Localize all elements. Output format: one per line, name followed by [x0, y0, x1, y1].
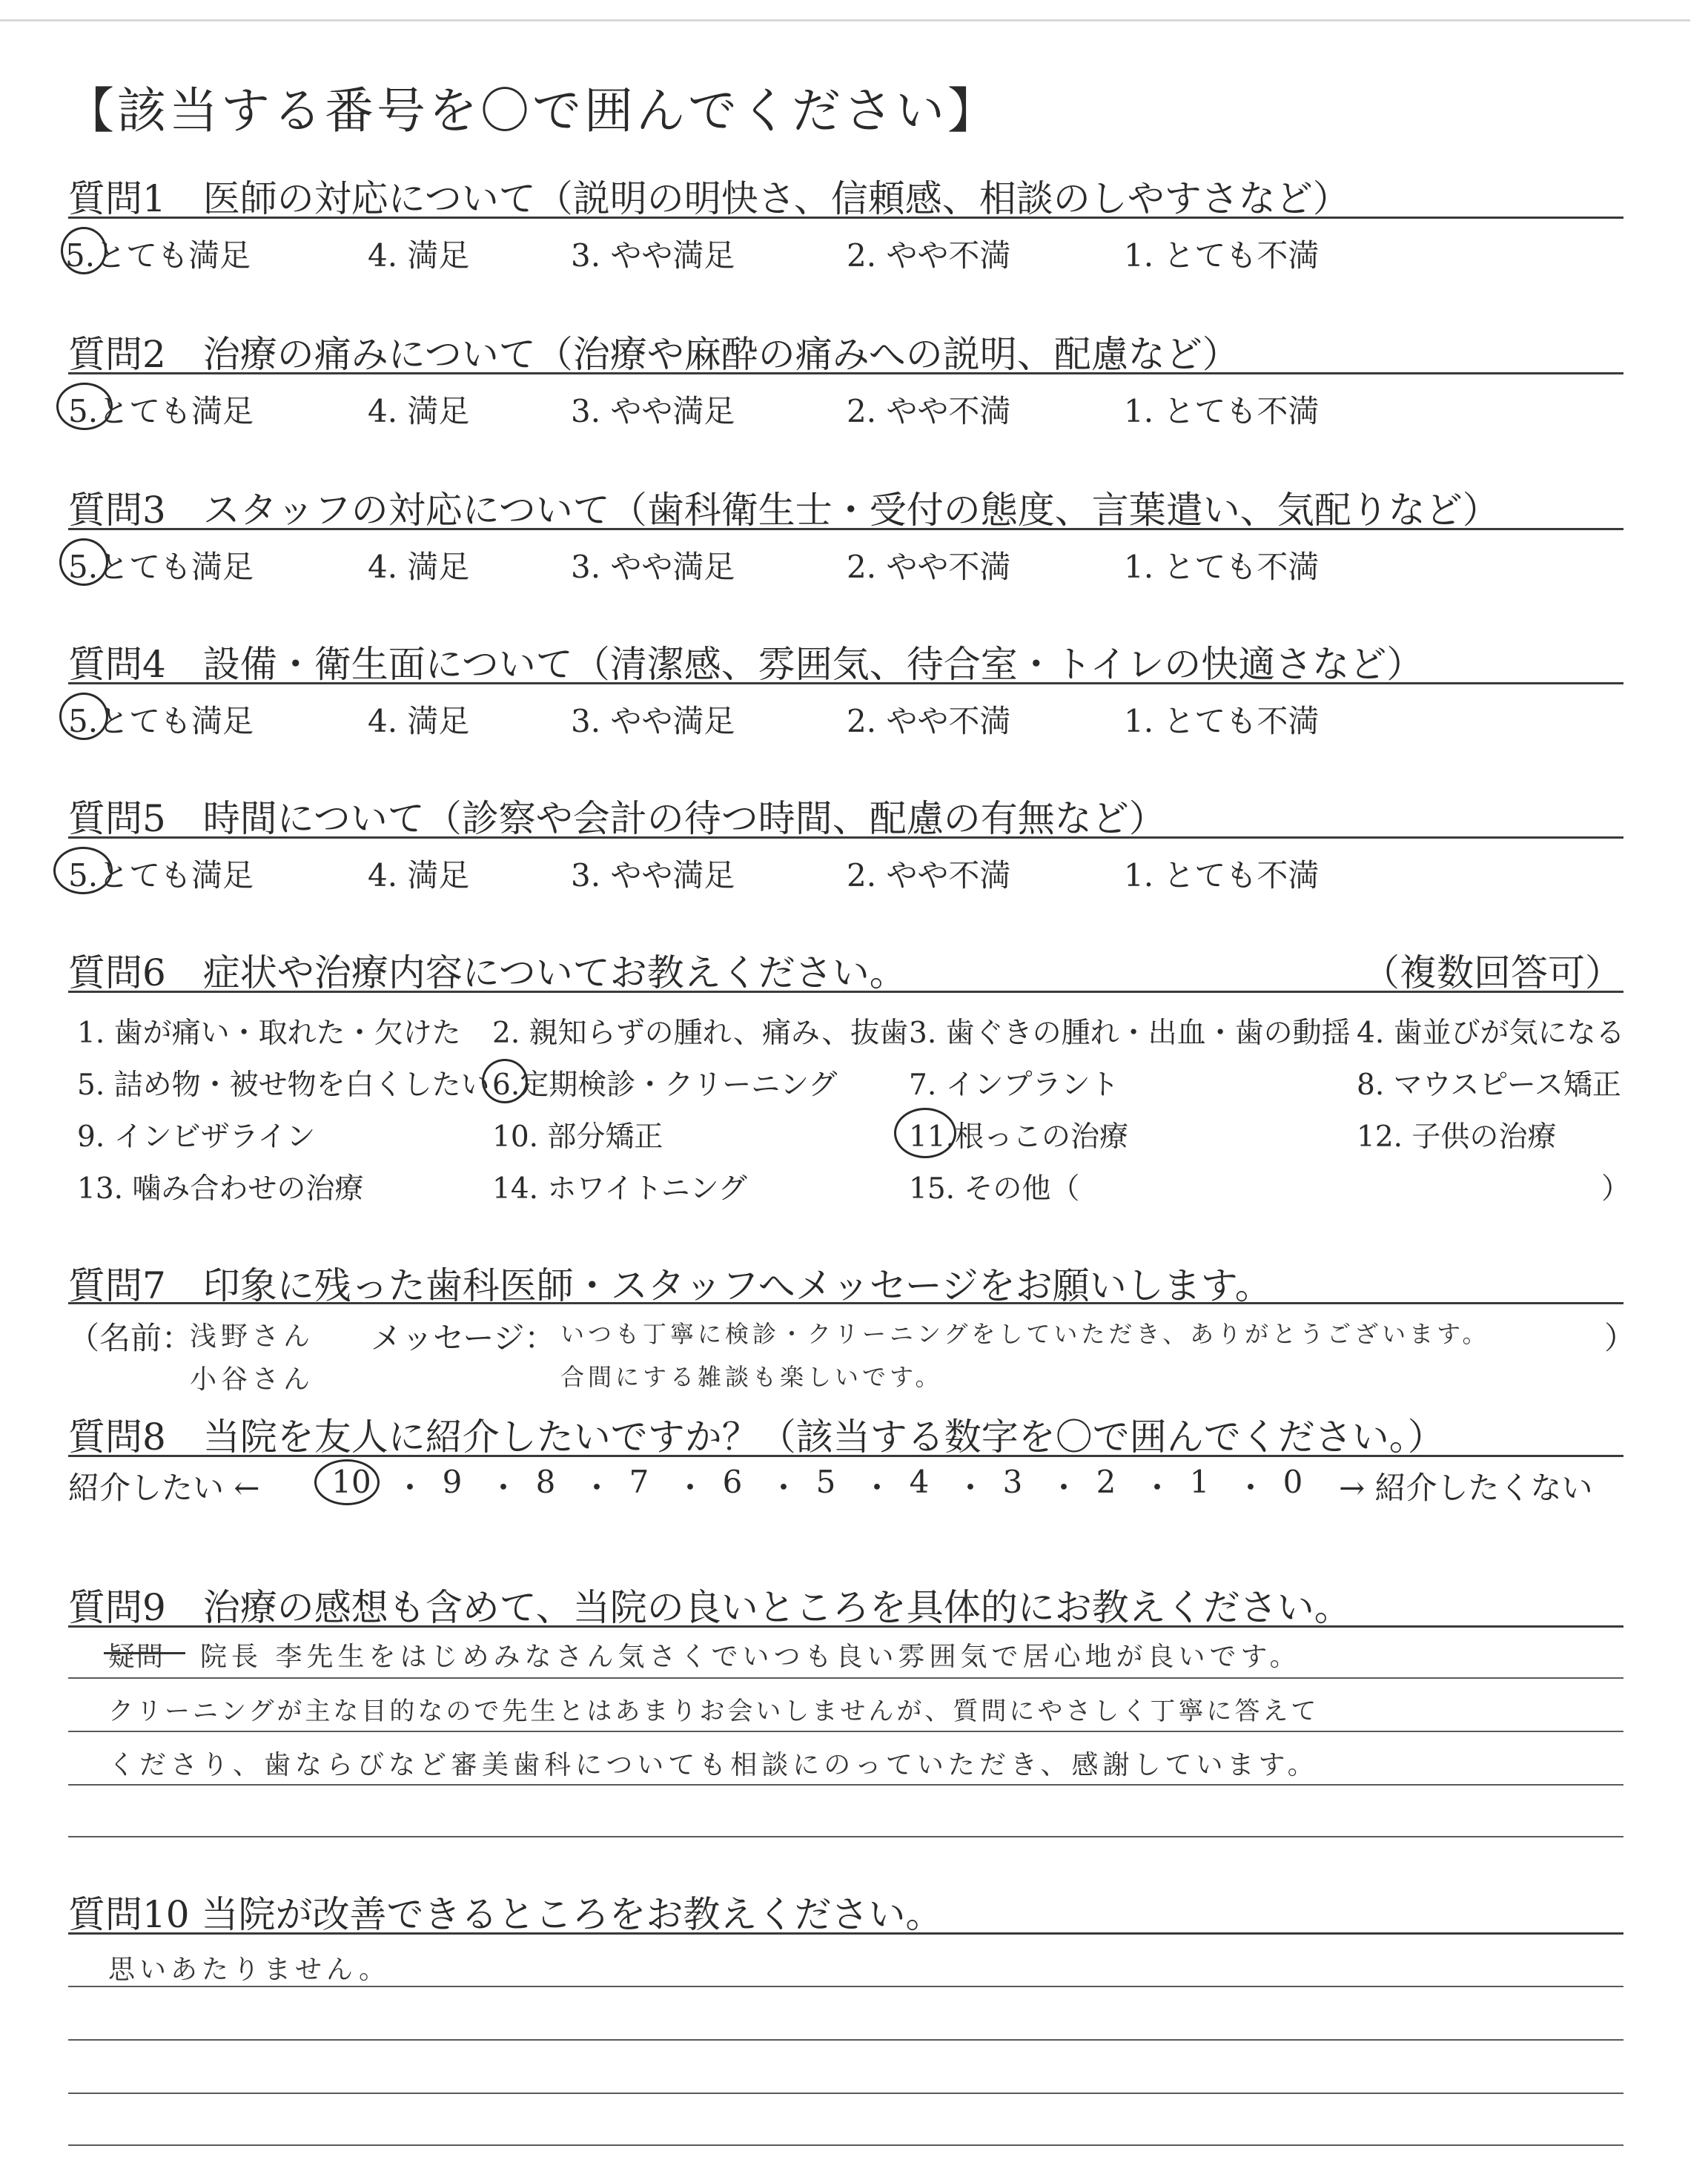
q6-selected-circle-11	[894, 1108, 956, 1158]
q1-option-2[interactable]: 2. やや不満	[847, 237, 1011, 274]
q3-option-3[interactable]: 3. やや満足	[571, 549, 735, 585]
q5-option-4[interactable]: 4. 満足	[368, 857, 470, 894]
question-7-title: 質問7 印象に残った歯科医師・スタッフへメッセージをお願いします。	[68, 1264, 1272, 1307]
scale-separator: ・	[394, 1470, 426, 1506]
q6-selected-circle-6	[482, 1059, 528, 1103]
q6-option-13[interactable]: 13. 噛み合わせの治療	[77, 1172, 364, 1206]
scale-separator: ・	[955, 1470, 987, 1506]
q1-option-4[interactable]: 4. 満足	[368, 237, 470, 274]
answer-line	[68, 1986, 1623, 1987]
handwritten-message-line-1: いつも丁寧に検診・クリーニングをしていただき、ありがとうございます。	[560, 1320, 1490, 1348]
struck-out-word: 疑問	[108, 1642, 165, 1672]
handwritten-answer-line-1: 院長 李先生をはじめみなさん気さくでいつも良い雰囲気で居心地が良いです。	[200, 1642, 1301, 1672]
form-header: 【該当する番号を〇で囲んでください】	[65, 82, 999, 139]
q5-option-2[interactable]: 2. やや不満	[847, 857, 1011, 894]
scale-4[interactable]: 4	[909, 1464, 930, 1500]
q2-option-3[interactable]: 3. やや満足	[571, 393, 735, 429]
q2-option-5[interactable]: 5.とても満足	[68, 393, 254, 429]
question-2-title: 質問2 治療の痛みについて（治療や麻酔の痛みへの説明、配慮など）	[68, 333, 1239, 376]
q6-option-4[interactable]: 4. 歯並びが気になる	[1357, 1017, 1625, 1050]
q4-option-1[interactable]: 1. とても不満	[1124, 703, 1320, 739]
q6-other-close-paren: ）	[1601, 1172, 1631, 1206]
q2-option-1[interactable]: 1. とても不満	[1124, 393, 1320, 429]
scale-separator: ・	[768, 1470, 800, 1506]
page-top-edge	[0, 19, 1690, 22]
q1-option-5[interactable]: 5.とても満足	[65, 237, 251, 274]
question-9-title: 質問9 治療の感想も含めて、当院の良いところを具体的にお教えください。	[68, 1586, 1351, 1629]
message-label: メッセージ：	[371, 1320, 556, 1356]
scale-separator: ・	[1142, 1470, 1174, 1506]
q6-option-10[interactable]: 10. 部分矯正	[492, 1120, 663, 1154]
divider	[68, 682, 1623, 684]
answer-line	[68, 2144, 1623, 2146]
question-5-title: 質問5 時間について（診察や会計の待つ時間、配慮の有無など）	[68, 797, 1166, 840]
question-1-title: 質問1 医師の対応について（説明の明快さ、信頼感、相談のしやすさなど）	[68, 177, 1350, 220]
question-4-title: 質問4 設備・衛生面について（清潔感、雰囲気、待合室・トイレの快適さなど）	[68, 643, 1424, 686]
message-close-paren: ）	[1604, 1320, 1636, 1356]
divider	[68, 1625, 1623, 1628]
divider	[68, 528, 1623, 530]
scale-3[interactable]: 3	[1002, 1464, 1023, 1500]
q6-option-14[interactable]: 14. ホワイトニング	[492, 1172, 747, 1206]
q8-selected-circle	[314, 1459, 380, 1505]
q4-option-2[interactable]: 2. やや不満	[847, 703, 1011, 739]
q6-option-2[interactable]: 2. 親知らずの腫れ、痛み、抜歯	[492, 1017, 909, 1050]
q5-option-3[interactable]: 3. やや満足	[571, 857, 735, 894]
q6-option-8[interactable]: 8. マウスピース矯正	[1357, 1069, 1621, 1102]
handwritten-name-1: 浅野さん	[190, 1321, 315, 1352]
divider	[68, 1302, 1623, 1304]
q6-option-3[interactable]: 3. 歯ぐきの腫れ・出血・歯の動揺	[909, 1017, 1351, 1050]
question-6-title: 質問6 症状や治療内容についてお教えください。	[68, 951, 907, 994]
scale-separator: ・	[488, 1470, 520, 1506]
scale-separator: ・	[1235, 1470, 1267, 1506]
scale-0[interactable]: 0	[1282, 1464, 1303, 1500]
handwritten-answer-line-2: クリーニングが主な目的なので先生とはあまりお会いしませんが、質問にやさしく丁寧に答えて	[108, 1697, 1320, 1726]
answer-line	[68, 1677, 1623, 1679]
scale-separator: ・	[675, 1470, 706, 1506]
divider	[68, 1932, 1623, 1935]
question-3-title: 質問3 スタッフの対応について（歯科衛生士・受付の態度、言葉遣い、気配りなど）	[68, 489, 1500, 532]
handwritten-message-line-2: 合間にする雑談も楽しいです。	[560, 1363, 943, 1391]
answer-line	[68, 1731, 1623, 1732]
scale-8[interactable]: 8	[535, 1464, 556, 1500]
q6-option-6[interactable]: 6.定期検診・クリーニング	[492, 1069, 838, 1102]
q6-option-15[interactable]: 15. その他（	[909, 1172, 1080, 1206]
strikethrough-line	[104, 1652, 185, 1654]
divider	[68, 217, 1623, 219]
q4-selected-circle	[59, 693, 108, 740]
scale-separator: ・	[1048, 1470, 1080, 1506]
q4-option-3[interactable]: 3. やや満足	[571, 703, 735, 739]
answer-line	[68, 2093, 1623, 2094]
answer-line	[68, 1836, 1623, 1837]
q6-option-12[interactable]: 12. 子供の治療	[1357, 1120, 1557, 1154]
scale-6[interactable]: 6	[722, 1464, 743, 1500]
q1-option-3[interactable]: 3. やや満足	[571, 237, 735, 274]
scale-1[interactable]: 1	[1189, 1464, 1210, 1500]
scale-9[interactable]: 9	[442, 1464, 463, 1500]
q3-selected-circle	[59, 538, 108, 586]
scale-7[interactable]: 7	[629, 1464, 649, 1500]
divider	[68, 372, 1623, 374]
multiple-answers-note: （複数回答可）	[1363, 951, 1622, 994]
q2-option-4[interactable]: 4. 満足	[368, 393, 470, 429]
answer-line	[68, 1784, 1623, 1786]
recommend-right-label: → 紹介したくない	[1339, 1470, 1593, 1506]
q2-option-2[interactable]: 2. やや不満	[847, 393, 1011, 429]
q6-option-11[interactable]: 11.根っこの治療	[909, 1120, 1129, 1154]
q6-option-1[interactable]: 1. 歯が痛い・取れた・欠けた	[77, 1017, 461, 1050]
q1-option-1[interactable]: 1. とても不満	[1124, 237, 1320, 274]
scale-2[interactable]: 2	[1096, 1464, 1116, 1500]
q3-option-5[interactable]: 5.とても満足	[68, 549, 254, 585]
scale-separator: ・	[861, 1470, 893, 1506]
q6-option-9[interactable]: 9. インビザライン	[77, 1120, 316, 1154]
scale-separator: ・	[581, 1470, 613, 1506]
divider	[68, 991, 1623, 993]
question-10-title: 質問10 当院が改善できるところをお教えください。	[68, 1893, 943, 1936]
handwritten-answer-line-3: くださり、歯ならびなど審美歯科についても相談にのっていただき、感謝しています。	[108, 1750, 1319, 1780]
answer-line	[68, 2039, 1623, 2041]
handwritten-name-2: 小谷さん	[190, 1364, 315, 1395]
q5-option-1[interactable]: 1. とても不満	[1124, 857, 1320, 894]
q3-option-1[interactable]: 1. とても不満	[1124, 549, 1320, 585]
handwritten-improvement-answer: 思いあたりません。	[108, 1955, 391, 1985]
q4-option-5[interactable]: 5.とても満足	[68, 703, 254, 739]
q6-option-5[interactable]: 5. 詰め物・被せ物を白くしたい	[77, 1069, 490, 1102]
q5-option-5[interactable]: 5.とても満足	[68, 857, 254, 894]
q1-selected-circle	[61, 227, 107, 274]
q6-option-7[interactable]: 7. インプラント	[909, 1069, 1119, 1102]
name-label: （名前：	[68, 1320, 193, 1356]
scale-10[interactable]: 10	[331, 1464, 371, 1500]
recommend-left-label: 紹介したい ←	[68, 1470, 260, 1506]
divider	[68, 836, 1623, 839]
q3-option-2[interactable]: 2. やや不満	[847, 549, 1011, 585]
q4-option-4[interactable]: 4. 満足	[368, 703, 470, 739]
q5-selected-circle	[53, 847, 113, 894]
q3-option-4[interactable]: 4. 満足	[368, 549, 470, 585]
divider	[68, 1455, 1623, 1457]
scale-5[interactable]: 5	[815, 1464, 836, 1500]
q2-selected-circle	[56, 383, 113, 430]
question-8-title: 質問8 当院を友人に紹介したいですか？（該当する数字を〇で囲んでください。）	[68, 1416, 1445, 1459]
